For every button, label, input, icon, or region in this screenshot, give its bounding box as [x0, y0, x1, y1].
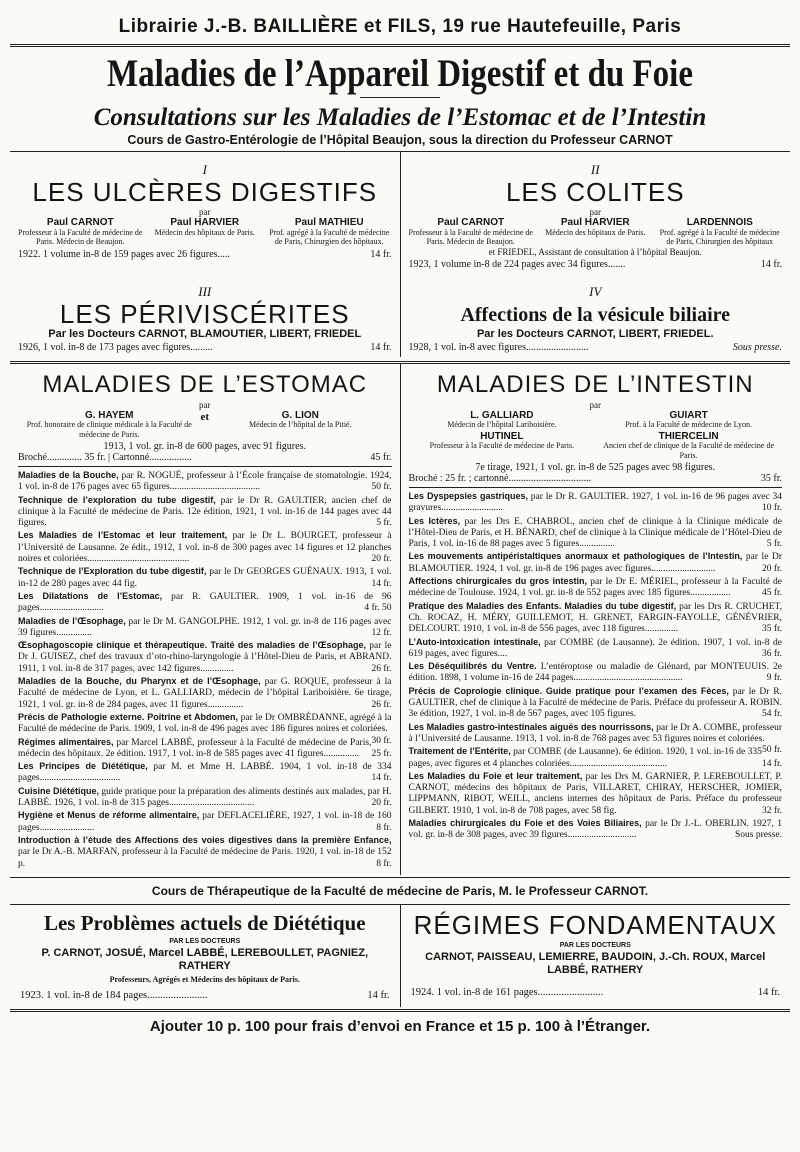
- book-list: [18, 470, 392, 870]
- assistant-line: et FRIEDEL, Assistant de consultation à l’hôpital Beaujon.: [488, 246, 702, 257]
- title-rule: [360, 97, 440, 98]
- entry-details: par le Dr OMBRÉDANNE, agrégé à la Faculté de médecine de Paris. 1909, 1 vol. in-8 de 496 pages avec 186 figures noires et coloriées.: [18, 712, 392, 735]
- entry-price: 50 fr.: [761, 745, 782, 756]
- entry-price: 9 fr.: [766, 673, 782, 684]
- book-title: LES ULCÈRES DIGESTIFS: [32, 177, 378, 207]
- book-entry: [18, 591, 392, 615]
- entry-price: 36 fr.: [761, 648, 782, 659]
- entry-title: Traitement de l’Entérite,: [408, 746, 511, 757]
- entry-price: 35 fr.: [761, 624, 782, 635]
- entry-price: 5 fr.: [766, 539, 782, 550]
- author: L. GALLIARD Médecin de l’hôpital Lariboisière.: [447, 409, 557, 429]
- byline: Par les Docteurs CARNOT, LIBERT, FRIEDEL.: [476, 327, 714, 340]
- volume-info: 1922. 1 volume in-8 de 159 pages avec 26 figures..... 14 fr.: [18, 248, 392, 260]
- entry-title: Technique de l’exploration du tube digestif,: [18, 494, 216, 505]
- volume-info: 1923. 1 vol. in-8 de 184 pages....................... 14 fr.: [20, 989, 390, 1001]
- book-entry: [409, 601, 783, 636]
- entry-details: par COMBE (de Lausanne). 6e édition. 1920, 1 vol. in-16 de 335 pages, avec figures et 4 planches coloriées.........................................: [408, 747, 762, 769]
- book-entry: [409, 818, 783, 842]
- author-pair: [409, 432, 783, 461]
- entry-details: par le Dr E. MÉRIEL, professeur à la Faculté de médecine de Toulouse. 1924, 1 vol. gr. in-8 de 552 pages avec 185 figures.................: [408, 577, 782, 599]
- entry-details: par les Drs E. CHABROL, ancien chef de clinique à la Clinique médicale de l’Hôtel-Dieu de Paris, et H. BÉNARD, chef de clinique à la Clinique médicale de l’Hôtel-Dieu de Paris, 1 vol. in-16 de 88 pages avec 5 figures...............: [408, 516, 782, 550]
- author-list: [18, 218, 392, 247]
- par-label: par: [589, 399, 601, 410]
- entry-details: par G. ROQUE, professeur à la Faculté de médecine de Lyon, et L. GALLIARD, médecin de l’hôpital Lariboisière. 6e tirage, 1921, 1 vol. gr. in-8 de 284 pages, avec 11 figures...............: [18, 677, 392, 710]
- entry-details: par le Dr R. GAULTIER, ancien chef de clinique à la Faculté de médecine de Paris. 12e édition, 1921, 1 vol. in-16 de 144 pages avec 44 figures.: [18, 495, 392, 529]
- entry-title: Pratique des Maladies des Enfants. Maladies du tube digestif,: [408, 600, 677, 611]
- entry-details: par le Dr A.-B. MARFAN, professeur à la Faculté de médecine de Paris. 1920, 1 vol. in-18 de 152 p.: [18, 847, 392, 869]
- byline: Par les Docteurs CARNOT, BLAMOUTIER, LIBERT, FRIEDEL: [48, 327, 362, 340]
- author: Paul HARVIER Médecin des hôpitaux de Paris.: [154, 217, 255, 237]
- entry-title: Les Dyspepsies gastriques,: [408, 491, 528, 501]
- entry-price: 30 fr.: [371, 735, 392, 746]
- entry-title: Maladies de la Bouche,: [18, 470, 119, 480]
- book-title: Les Problèmes actuels de Diététique: [43, 910, 366, 935]
- author: LARDENNOIS Prof. agrégé à la Faculté de médecine de Paris, Chirurgien des hôpitaux: [659, 217, 780, 246]
- et-label: et: [200, 410, 210, 423]
- entry-price: Sous presse.: [735, 830, 782, 841]
- book-entry: [18, 470, 392, 494]
- book-entry: [18, 640, 392, 675]
- entry-details: par le Dr J.-L. OBERLIN. 1927, 1 vol. gr. in-8 de 308 pages, avec 39 figures.............................: [408, 819, 783, 841]
- author: Paul MATHIEU Prof. agrégé à la Faculté de médecine de Paris, Chirurgien des hôpitaux.: [269, 217, 390, 246]
- entry-title: Les Déséquilibrés du Ventre.: [408, 661, 537, 672]
- price: Sous presse.: [732, 341, 782, 353]
- entry-price: 4 fr. 50: [364, 603, 392, 614]
- par-label: PAR LES DOCTEURS: [559, 941, 631, 949]
- book-entry: [409, 746, 783, 770]
- entry-details: guide pratique pour la préparation des aliments destinés aux malades, par H. LABBÉ. 1926, 1 vol. in-8 de 315 pages....................................: [18, 786, 392, 809]
- volume-info: 1928, 1 vol. in-8 avec figures......................... Sous presse.: [408, 341, 782, 353]
- author-pair: [409, 411, 783, 430]
- entry-details: par le Dr R. GAULTIER, chef de clinique à la Faculté de médecine de Paris. Préface du professeur A. ROBIN. 3e édition, 1927, 1 vol. in-8 de 567 pages, avec 105 figures.: [408, 686, 782, 720]
- publisher-header: Librairie J.-B. BAILLIÈRE et FILS, 19 rue Hautefeuille, Paris: [10, 6, 790, 47]
- price: 14 fr.: [370, 341, 392, 353]
- book-perivisccerites: [10, 274, 401, 357]
- author: Paul CARNOT Professeur à la Faculté de médecine de Paris. Médecin de Beaujon.: [18, 217, 143, 246]
- entry-details: par Marcel LABBÉ, professeur à la Faculté de médecine de Paris, médecin des hôpitaux. 2e édition. 1917, 1 vol. in-8 de 585 pages avec 41 figures...............: [18, 737, 372, 759]
- entry-title: Cuisine Diététique,: [18, 785, 100, 796]
- entry-details: par COMBE (de Lausanne). 2e édition. 1907, 1 vol. in-8 de 619 pages, avec figures....: [408, 637, 782, 659]
- advertisement-page: [10, 6, 790, 1136]
- section-heading: MALADIES DE L’INTESTIN: [436, 370, 754, 398]
- entry-details: par le Dr M. GANGOLPHE. 1912, 1 vol. gr. in-8 de 116 pages avec 39 figures...............: [18, 616, 392, 638]
- volume-meta: 1913, 1 vol. gr. in-8 de 600 pages, avec 91 figures.: [103, 441, 306, 452]
- author: G. LION Médecin de l’hôpital de la Pitié.: [248, 409, 352, 429]
- volume-info: 1924. 1 vol. in-8 de 161 pages......................... 14 fr.: [410, 986, 780, 998]
- entry-price: 45 fr.: [761, 588, 782, 599]
- book-entry: [18, 761, 392, 785]
- entry-price: 20 fr.: [761, 563, 782, 574]
- entry-price: 26 fr.: [371, 699, 392, 710]
- author-list: [409, 218, 783, 247]
- entry-details: par M. et Mme H. LABBÉ. 1904, 1 vol. in-18 de 334 pages..................................: [18, 762, 392, 784]
- author: HUTINEL Professeur à la Faculté de médecine de Paris.: [429, 430, 575, 450]
- book-entry: [18, 495, 392, 530]
- book-title: RÉGIMES FONDAMENTAUX: [413, 909, 777, 940]
- shipping-note: Ajouter 10 p. 100 pour frais d’envoi en France et 15 p. 100 à l’Étranger.: [10, 1009, 790, 1035]
- book-regimes: [401, 905, 791, 1007]
- entry-price: 54 fr.: [761, 709, 782, 720]
- entry-price: 14 fr.: [371, 773, 392, 784]
- book-entry: [409, 576, 783, 600]
- entry-details: par le Dr L. BOURGET, professeur à l’Université de Lausanne. 2e édit., 1912, 1 vol. in-8 de 300 pages avec 14 figures et 12 planches noires et coloriées...........................................: [18, 531, 392, 565]
- entry-price: 25 fr.: [371, 748, 392, 759]
- entry-price: 8 fr.: [376, 822, 392, 833]
- entry-details: par le Dr BLAMOUTIER. 1924, 1 vol. gr. in-8 de 196 pages avec figures...........................: [408, 552, 782, 574]
- entry-price: 5 fr.: [376, 518, 392, 529]
- par-label: PAR LES DOCTEURS: [169, 937, 241, 945]
- catalog-section: [10, 361, 790, 875]
- entry-price: 26 fr.: [371, 663, 392, 674]
- entry-title: Les Dilatations de l’Estomac,: [18, 590, 163, 601]
- entry-title: Précis de Pathologie externe. Poitrine et Abdomen,: [18, 711, 238, 722]
- book-entry: [18, 835, 392, 870]
- entry-price: 20 fr.: [371, 798, 392, 809]
- estomac-column: [10, 364, 401, 875]
- entry-details: par le Dr R. GAULTIER. 1927, 1 vol. in-16 de 96 pages avec 34 gravures..........................: [408, 492, 782, 514]
- book-entry: [18, 616, 392, 640]
- entry-title: Régimes alimentaires,: [18, 736, 114, 747]
- author: GUIART Prof. à la Faculté de médecine de Lyon.: [625, 409, 753, 429]
- entry-title: Introduction à l’étude des Affections des voies digestives dans la première Enfance,: [18, 834, 392, 845]
- book-dietetique: [10, 905, 401, 1007]
- book-ulceres: [10, 152, 401, 274]
- price: 14 fr.: [760, 258, 782, 270]
- book-entry: [409, 491, 783, 515]
- book-entry: [18, 737, 392, 761]
- price: 14 fr.: [367, 989, 390, 1001]
- book-entry: [409, 771, 783, 817]
- entry-details: par les Drs R. CRUCHET, Ch. ROCAZ, H. MÉRY, GUILLEMOT, H. GRENET, FARGIN-FAYOLLE, GÉNÉVRIER, DELCOURT. 1910, 1 vol. in-8 de 556 pages, avec 118 figures..............: [408, 601, 782, 635]
- author-names: P. CARNOT, JOSUÉ, Marcel LABBÉ, LEREBOULLET, PAGNIEZ, RATHERY: [41, 946, 369, 972]
- entry-price: 12 fr.: [371, 627, 392, 638]
- volume-info: 1923, 1 volume in-8 de 224 pages avec 34 figures....... 14 fr.: [408, 258, 782, 270]
- entry-details: par le Dr GEORGES GUÉNAUX. 1913, 1 vol. in-12 de 280 pages avec 44 fig.: [18, 567, 392, 589]
- par-label: par: [199, 399, 211, 410]
- subtitle: Consultations sur les Maladies de l’Estomac et de l’Intestin: [93, 104, 707, 131]
- book-entry: [18, 786, 392, 810]
- entry-title: Précis de Coprologie clinique. Guide pratique pour l’examen des Fèces,: [408, 685, 729, 696]
- intestin-column: [401, 364, 791, 875]
- author: Paul CARNOT Professeur à la Faculté de médecine de Paris. Médecin de Beaujon.: [408, 217, 533, 246]
- entry-title: Les Maladies de l’Estomac et leur traitement,: [18, 530, 228, 541]
- book-entry: [18, 810, 392, 834]
- books-row-2: [10, 274, 790, 357]
- page-title: Maladies de l’Appareil Digestif et du Foie: [106, 52, 693, 96]
- par-label: par: [199, 207, 211, 217]
- entry-price: 8 fr.: [376, 858, 392, 869]
- price: 14 fr.: [370, 248, 392, 260]
- author: Paul HARVIER Médecin des hôpitaux de Paris.: [545, 217, 646, 237]
- entry-price: 32 fr.: [761, 805, 782, 816]
- book-entry: [409, 661, 783, 685]
- book-entry: [409, 637, 783, 661]
- course-subtitle: Cours de Gastro-Entérologie de l’Hôpital Beaujon, sous la direction du Professeur CARNOT: [127, 133, 673, 147]
- entry-title: Technique de l’Exploration du tube digestif,: [18, 566, 207, 577]
- book-entry: [409, 686, 783, 721]
- entry-title: Maladies de la Bouche, du Pharynx et de l’Œsophage,: [18, 676, 261, 687]
- book-number: III: [198, 283, 212, 299]
- entry-details: par les Drs M. GARNIER, P. LEREBOULLET, P. CARNOT, médecins des hôpitaux de Paris, VILLARET, CHIRAY, HERSCHER, JOMIER, LIPPMANN, RIBOT, WEILL, anciens internes des hôpitaux de Paris. Préface du professeur GILBERT. 1910, 1 vol. in-8 de 708 pages, avec 58 fig.: [408, 771, 783, 816]
- book-colites: [401, 152, 791, 274]
- author: THIERCELIN Ancien chef de clinique de la Faculté de médecine de Paris.: [603, 430, 775, 460]
- entry-details: par le Dr A. COMBE, professeur à l’Université de Lausanne. 1913, 1 vol. in-8 de 768 pages avec 53 figures noires et coloriées.: [408, 722, 783, 744]
- entry-title: L’Auto-intoxication intestinale,: [408, 636, 541, 647]
- entry-price: 50 fr.: [371, 482, 392, 493]
- entry-title: Maladies chirurgicales du Foie et des Voies Biliaires,: [408, 818, 642, 829]
- author-pair: [18, 411, 392, 440]
- price-line: Broché : 25 fr. ; cartonné................................. 35 fr.: [409, 473, 783, 488]
- entry-price: 10 fr.: [761, 503, 782, 514]
- entry-details: L’entéroptose ou maladie de Glénard, par MONTEUUIS. 2e édition. 1898, 1 volume in-16 de 244 pages..............................................: [408, 662, 783, 684]
- bottom-books: [10, 905, 790, 1007]
- volume-meta: 7e tirage, 1921, 1 vol. gr. in-8 de 525 pages avec 98 figures.: [475, 462, 716, 473]
- entry-details: par le Dr J. GUISEZ, chef des travaux d’oto-rhino-laryngologie à l’Hôtel-Dieu de Paris, et ABRAND. 1911, 1 vol. in-8 de 317 pages, avec 142 figures..............: [18, 641, 392, 674]
- book-vesicule: [401, 274, 791, 357]
- par-label: par: [589, 207, 601, 217]
- entry-title: Les Principes de Diététique,: [18, 761, 148, 772]
- book-entry: [409, 516, 783, 551]
- entry-details: par R. NOGUÉ, professeur à l’École française de stomatologie. 1924, 1 vol. in-8 de 176 pages avec 65 figures......................................: [18, 471, 392, 493]
- entry-details: par R. GAULTIER. 1909, 1 vol. in-16 de 96 pages...........................: [18, 591, 392, 614]
- section-heading: MALADIES DE L’ESTOMAC: [42, 370, 368, 398]
- author-titles: Professeurs, Agrégés et Médecins des hôpitaux de Paris.: [109, 974, 300, 984]
- entry-title: Affections chirurgicales du gros intestin,: [408, 576, 588, 587]
- book-entry: [18, 530, 392, 565]
- entry-title: Maladies de l’Œsophage,: [18, 615, 126, 626]
- author: G. HAYEM Prof. honoraire de clinique médicale à la Faculté de médecine de Paris.: [26, 409, 192, 439]
- volume-info: 1926, 1 vol. in-8 de 173 pages avec figures......... 14 fr.: [18, 341, 392, 353]
- author-names: CARNOT, PAISSEAU, LEMIERRE, BAUDOIN, J.-Ch. ROUX, Marcel LABBÉ, RATHERY: [425, 950, 766, 976]
- books-row-1: [10, 151, 790, 274]
- book-title: Affections de la vésicule biliaire: [460, 303, 731, 326]
- price: 14 fr.: [757, 986, 780, 998]
- entry-title: Les Maladies du Foie et leur traitement,: [408, 770, 583, 781]
- entry-title: Hygiène et Menus de réforme alimentaire,: [18, 810, 200, 821]
- book-entry: [18, 566, 392, 590]
- book-list: [409, 491, 783, 842]
- book-entry: [409, 551, 783, 575]
- book-title: LES PÉRIVISCÉRITES: [59, 298, 350, 329]
- price-line: Broché.............. 35 fr. | Cartonné................. 45 fr.: [18, 452, 392, 467]
- entry-title: Les Maladies gastro-intestinales aiguës des nourrissons,: [408, 721, 654, 732]
- book-number: I: [202, 162, 207, 177]
- entry-title: Les mouvements antipéristaltiques anormaux et pathologiques de l’Intestin,: [408, 551, 743, 562]
- entry-price: 14 fr.: [371, 578, 392, 589]
- entry-title: Œsophagoscopie clinique et thérapeutique. Traité des maladies de l’Œsophage,: [18, 640, 367, 651]
- entry-price: 20 fr.: [371, 554, 392, 565]
- book-title: LES COLITES: [505, 177, 685, 207]
- book-number: IV: [589, 283, 602, 299]
- book-number: II: [590, 162, 600, 177]
- entry-price: 14 fr.: [761, 758, 782, 769]
- entry-details: par DEFLACELIÈRE, 1927, 1 vol. in-18 de 160 pages.......................: [18, 811, 392, 833]
- entry-title: Les Ictères,: [408, 515, 461, 526]
- book-entry: [18, 676, 392, 711]
- course-banner: Cours de Thérapeutique de la Faculté de médecine de Paris, M. le Professeur CARNOT.: [10, 877, 790, 905]
